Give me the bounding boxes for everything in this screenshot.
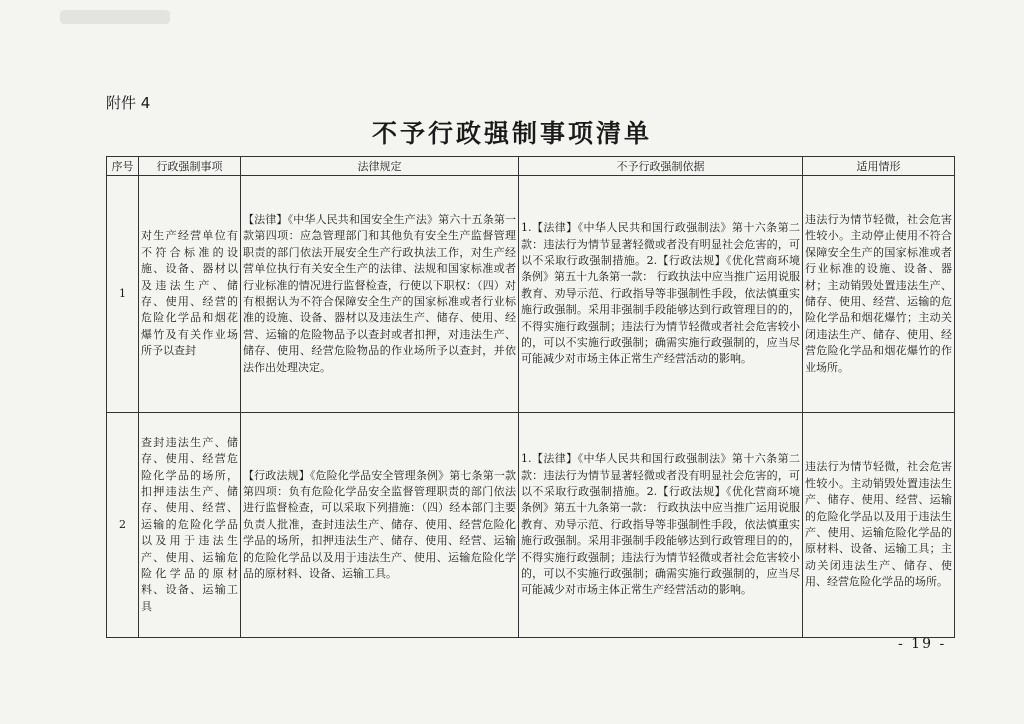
- exemption-basis: 1.【法律】《中华人民共和国行政强制法》第十六条第二款：违法行为情节显著轻微或者没有明显社会危害的，可以不采取行政强制措施。2.【行政法规】《优化营商环境条例》第五十九条第一款： 行政执法中应当推广运用说服教育、劝导示范、行政指导等非强制性手段，依法慎重实施行政强制。采用非强制手段能够达到行政管理目的的，不得实施行政强制；违法行为情节轻微或者社会危害较小的，可以不实施行政强制；确需实施行政强制的，应当尽可能减少对市场主体正常生产经营活动的影响。: [519, 413, 803, 638]
- table-row: [107, 413, 955, 638]
- header-item: 行政强制事项: [139, 157, 241, 176]
- document-title: 不予行政强制事项清单: [371, 119, 652, 148]
- coercion-item: 对生产经营单位有不符合标准的设施、设备、器材以及违法生产、储存、使用、经营的危险化学品和烟花爆竹及有关作业场所予以查封: [139, 176, 241, 413]
- exemption-basis: 1.【法律】《中华人民共和国行政强制法》第十六条第二款：违法行为情节显著轻微或者没有明显社会危害的，可以不采取行政强制措施。2.【行政法规】《优化营商环境条例》第五十九条第一款： 行政执法中应当推广运用说服教育、劝导示范、行政指导等非强制性手段，依法慎重实施行政强制。采用非强制手段能够达到行政管理目的的，不得实施行政强制；违法行为情节轻微或者社会危害较小的，可以不实施行政强制；确需实施行政强制的，应当尽可能减少对市场主体正常生产经营活动的影响。: [519, 176, 803, 413]
- coercion-item: 查封违法生产、储存、使用、经营危险化学品的场所，扣押违法生产、储存、使用、经营、运输的危险化学品以及用于违法生产、使用、运输危险化学品的原材料、设备、运输工具: [139, 413, 241, 638]
- header-law: 法律规定: [241, 157, 519, 176]
- applicable-scenario: 违法行为情节轻微，社会危害性较小。主动销毁处置违法生产、储存、使用、经营、运输的危险化学品以及用于违法生产、使用、运输危险化学品的原材料、设备、运输工具；主动关闭违法生产、储存、使用、经营危险化学品的场所。: [803, 413, 955, 638]
- row-number: 2: [107, 413, 139, 638]
- row-number: 1: [107, 176, 139, 413]
- table-row: [107, 176, 955, 413]
- scan-smudge: [60, 10, 170, 24]
- table-header-row: [107, 157, 955, 176]
- applicable-scenario: 违法行为情节轻微，社会危害性较小。主动停止使用不符合保障安全生产的国家标准或者行业标准的设施、设备、器材；主动销毁处置违法生产、储存、使用、经营、运输的危险化学品和烟花爆竹；主动关闭违法生产、储存、使用、经营危险化学品和烟花爆竹的作业场所。: [803, 176, 955, 413]
- page-number: - 19 -: [898, 636, 947, 652]
- attachment-label: 附件 4: [106, 94, 151, 112]
- legal-provision: 【行政法规】《危险化学品安全管理条例》第七条第一款第四项：负有危险化学品安全监督管理职责的部门依法进行监督检查，可以采取下列措施：（四）经本部门主要负责人批准，查封违法生产、储存、使用、经营危险化学品的场所，扣押违法生产、储存、使用、经营、运输的危险化学品以及用于违法生产、使用、运输危险化学品的原材料、设备、运输工具。: [241, 413, 519, 638]
- header-scenario: 适用情形: [803, 157, 955, 176]
- header-seq: 序号: [107, 157, 139, 176]
- header-basis: 不予行政强制依据: [519, 157, 803, 176]
- items-table: [106, 156, 955, 638]
- legal-provision: 【法律】《中华人民共和国安全生产法》第六十五条第一款第四项：应急管理部门和其他负有安全生产监督管理职责的部门依法开展安全生产行政执法工作，对生产经营单位执行有关安全生产的法律、法规和国家标准或者行业标准的情况进行监督检查，行使以下职权：（四）对有根据认为不符合保障安全生产的国家标准或者行业标准的设施、设备、器材以及违法生产、储存、使用、经营、运输的危险物品予以查封或者扣押，对违法生产、储存、使用、经营危险物品的作业场所予以查封，并依法作出处理决定。: [241, 176, 519, 413]
